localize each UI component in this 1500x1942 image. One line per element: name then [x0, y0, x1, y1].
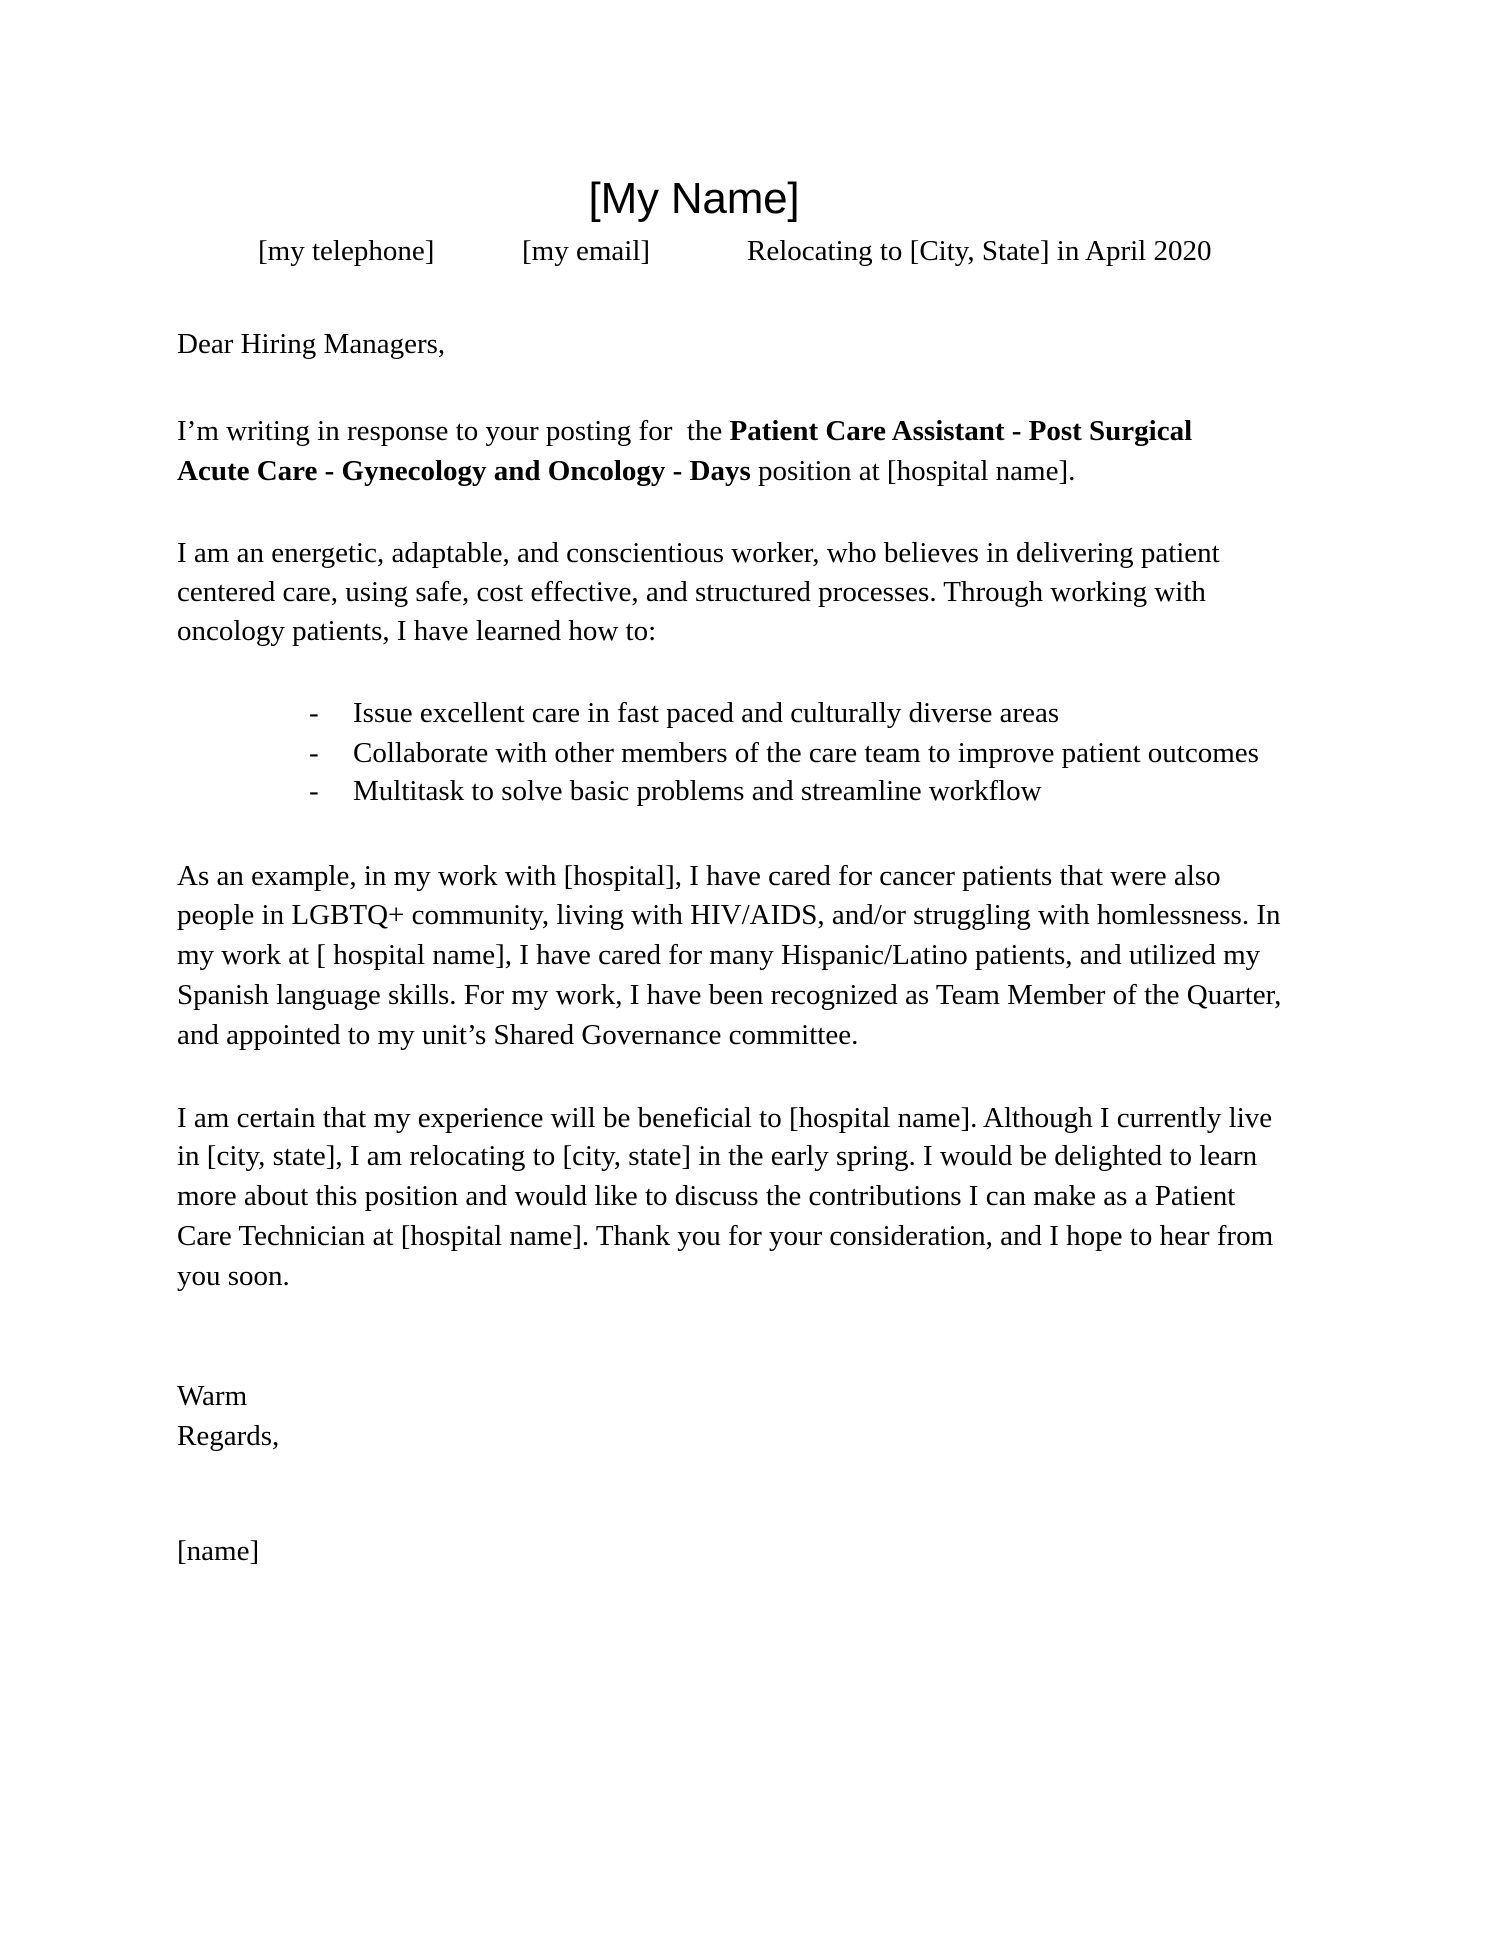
paragraph-line: and appointed to my unit’s Shared Governance committee. — [177, 1019, 859, 1051]
paragraph-line: more about this position and would like to discuss the contributions I can make as a Patient — [177, 1180, 1236, 1212]
dash-bullet-icon: - — [309, 775, 319, 807]
list-item-text: Multitask to solve basic problems and streamline workflow — [353, 775, 1042, 807]
list-item-text: Collaborate with other members of the care team to improve patient outcomes — [353, 737, 1259, 769]
paragraph-line: As an example, in my work with [hospital], I have cared for cancer patients that were also — [177, 860, 1221, 892]
dash-bullet-icon: - — [309, 697, 319, 729]
salutation: Dear Hiring Managers, — [177, 328, 446, 360]
applicant-name: [My Name] — [588, 174, 800, 223]
position-title-part2: Acute Care - Gynecology and Oncology - Days — [177, 455, 751, 487]
closing-line: Regards, — [177, 1420, 280, 1452]
dash-bullet-icon: - — [309, 737, 319, 769]
text-run: I’m writing in response to your posting for the — [177, 415, 730, 447]
paragraph-line: Spanish language skills. For my work, I have been recognized as Team Member of the Quarter, — [177, 979, 1282, 1011]
paragraph-line: Care Technician at [hospital name]. Thank you for your consideration, and I hope to hear from — [177, 1220, 1274, 1252]
paragraph-line: I am an energetic, adaptable, and conscientious worker, who believes in delivering patient — [177, 537, 1220, 569]
closing-line: Warm — [177, 1380, 248, 1412]
paragraph-line: oncology patients, I have learned how to: — [177, 615, 657, 647]
paragraph-line: in [city, state], I am relocating to [city, state] in the early spring. I would be delighted to learn — [177, 1140, 1258, 1172]
list-item-text: Issue excellent care in fast paced and culturally diverse areas — [353, 697, 1060, 729]
paragraph-line — [177, 417, 1192, 446]
paragraph-line: centered care, using safe, cost effective, and structured processes. Through working with — [177, 576, 1206, 608]
contact-telephone: [my telephone] — [258, 235, 435, 267]
text-run: position at [hospital name]. — [750, 455, 1076, 487]
paragraph-line: my work at [ hospital name], I have cared for many Hispanic/Latino patients, and utilized my — [177, 939, 1261, 971]
contact-email: [my email] — [522, 235, 651, 267]
signature-name: [name] — [177, 1535, 260, 1567]
paragraph-line: people in LGBTQ+ community, living with HIV/AIDS, and/or struggling with homlessness. In — [177, 899, 1281, 931]
position-title-part1: Patient Care Assistant - Post Surgical — [729, 415, 1193, 447]
paragraph-line: you soon. — [177, 1260, 290, 1292]
relocation-note: Relocating to [City, State] in April 2020 — [747, 235, 1212, 267]
paragraph-line: I am certain that my experience will be beneficial to [hospital name]. Although I currently live — [177, 1102, 1273, 1134]
paragraph-line — [177, 457, 1075, 486]
